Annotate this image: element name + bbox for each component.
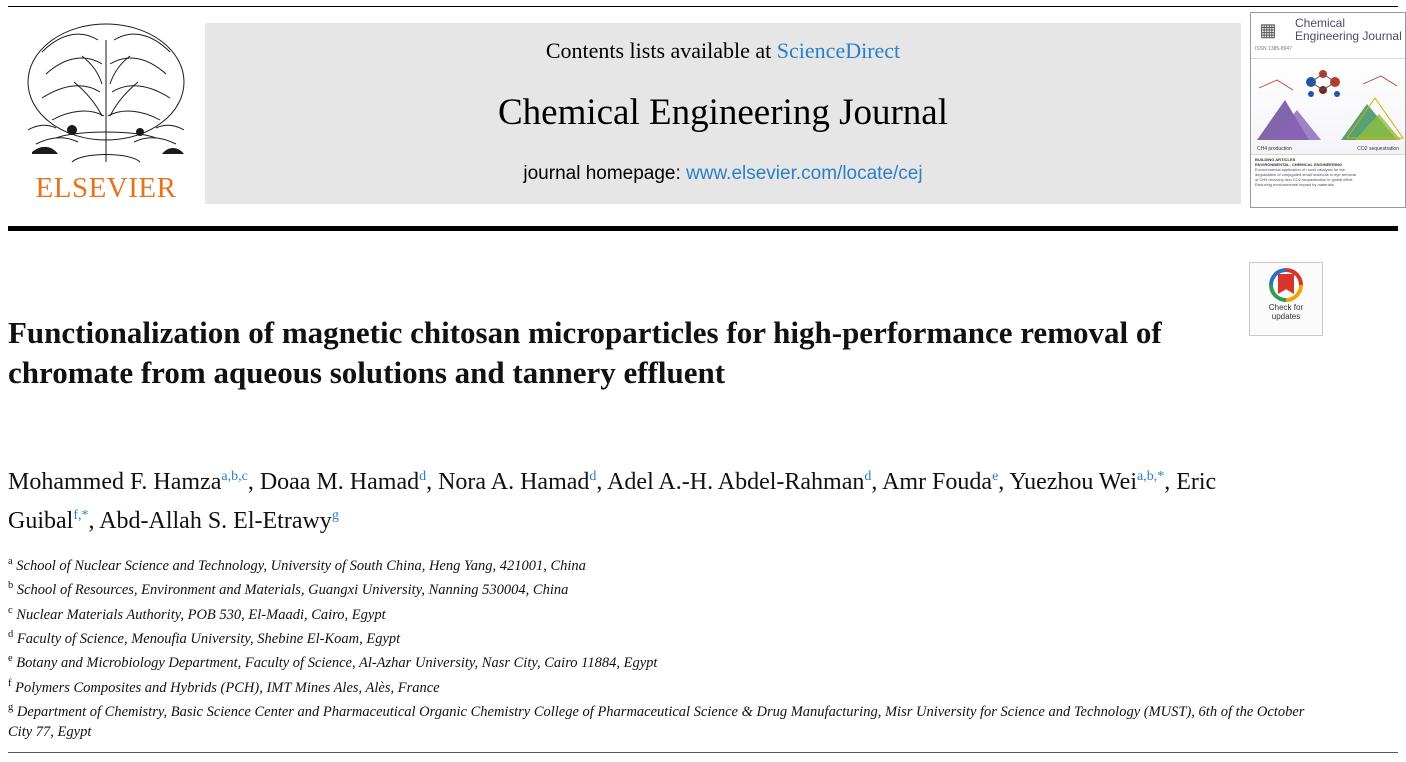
author-name: Nora A. Hamad (438, 469, 590, 495)
affiliation-d (8, 625, 1318, 649)
author-name: Eric Guibal (8, 469, 1217, 534)
author-affiliation-marks: g (331, 508, 339, 523)
journal-homepage-link[interactable]: www.elsevier.com/locate/cej (686, 163, 923, 184)
cover-publisher-icon: ▦ (1259, 20, 1277, 40)
affiliation-a (8, 552, 1318, 576)
top-divider (8, 6, 1398, 7)
elsevier-tree-icon (12, 12, 200, 174)
author-name: Amr Fouda (882, 469, 993, 495)
cover-journal-title: Chemical Engineering Journal (1295, 16, 1402, 43)
author-affiliation-marks: d (864, 469, 872, 484)
contents-line (205, 38, 1241, 64)
author-4 (882, 469, 998, 495)
affiliation-mark: c (8, 604, 13, 616)
author-affiliation-marks: a,b,* (1136, 469, 1165, 484)
article-title: Functionalization of magnetic chitosan microparticles for high-performance removal of chromate from aqueous solutions and tannery effluent (8, 314, 1162, 390)
cover-footer-line-3: degradation of conjugated small molecule in dye removal (1255, 172, 1356, 177)
author-name: Abd-Allah S. El-Etrawy (99, 508, 332, 534)
cover-captions (1251, 146, 1405, 152)
author-7 (99, 508, 339, 534)
cover-caption-right: CO2 sequestration (1357, 146, 1399, 152)
cover-footer-line-5: Reducing environmental impact by materials. (1255, 182, 1335, 187)
affiliation-text: School of Resources, Environment and Materials, Guangxi University, Nanning 530004, China (16, 582, 569, 599)
author-affiliation-marks: d (589, 469, 597, 484)
affiliation-e (8, 649, 1318, 673)
cover-artwork (1251, 60, 1405, 154)
check-for-updates-badge[interactable] (1249, 262, 1323, 336)
elsevier-logo (8, 12, 204, 204)
author-list: Mohammed F. Hamza$^{a,b,c}$, Doaa M. Hamad$^d$, Nora A. Hamad$^d$, Adel A.-H. Abdel-Rahman$^d$, Amr Fouda$^e$, Yuezhou Wei$^{a,b,*}$, Eric Guibal$^{f,*}$, Abd-Allah S. El-Etrawy$^g$ (8, 469, 1217, 534)
sciencedirect-link[interactable]: ScienceDirect (776, 38, 901, 63)
affiliation-text: Nuclear Materials Authority, POB 530, El-Maadi, Cairo, Egypt (16, 606, 386, 623)
affiliation-c (8, 601, 1318, 625)
cover-footer (1251, 154, 1405, 207)
crossmark-icon (1269, 268, 1303, 302)
affiliation-mark: g (8, 701, 14, 713)
affiliation-text: Department of Chemistry, Basic Science Center and Pharmaceutical Organic Chemistry College of Pharmaceutical Science & Drug Manufacturing, Misr University for Science and Technology (MUST), 6th of the October City 77, Egypt (8, 703, 1305, 741)
cover-topbar (1251, 13, 1405, 59)
author-affiliation-marks: a,b,c (221, 469, 248, 484)
cover-graphic-icon (1251, 60, 1405, 154)
author-2 (438, 469, 596, 495)
affiliation-mark: e (8, 653, 13, 665)
author-3 (607, 469, 871, 495)
author-name: Doaa M. Hamad (259, 469, 420, 495)
affiliation-text: Botany and Microbiology Department, Faculty of Science, Al-Azhar University, Nasr City, Cairo 11884, Egypt (16, 655, 658, 672)
affiliation-list (8, 552, 1318, 743)
author-name: Mohammed F. Hamza (8, 469, 222, 495)
author-5 (1009, 469, 1164, 495)
author-affiliation-marks: d (419, 469, 427, 484)
homepage-line (205, 163, 1241, 185)
affiliation-mark: d (8, 628, 14, 640)
author-affiliation-marks: e (992, 469, 999, 484)
affiliation-mark: a (8, 556, 13, 567)
cover-caption-left: CH4 production (1257, 146, 1292, 152)
affiliation-mark: f (8, 677, 12, 689)
affiliation-mark: b (8, 580, 14, 592)
contents-prefix: Contents lists available at (545, 38, 777, 63)
author-affiliation-marks: f,* (73, 508, 89, 523)
journal-banner (205, 23, 1241, 204)
affiliation-g (8, 698, 1318, 743)
affiliation-text: Polymers Composites and Hybrids (PCH), IMT Mines Ales, Alès, France (15, 679, 440, 696)
crossmark-label-line2: updates (1271, 312, 1301, 321)
author-name: Yuezhou Wei (1009, 469, 1137, 495)
crossmark-label-line1: Check for (1268, 303, 1304, 312)
affiliation-f (8, 674, 1318, 698)
author-0 (8, 469, 248, 495)
elsevier-wordmark: ELSEVIER (35, 172, 177, 204)
affiliation-b (8, 576, 1318, 600)
journal-header (8, 12, 1402, 204)
affiliation-text: School of Nuclear Science and Technology, University of South China, Heng Yang, 421001, China (16, 557, 586, 574)
cover-footer-line-4: of CH4 recovery and CO2 sequestration in global effort. (1255, 177, 1354, 182)
journal-title: Chemical Engineering Journal (497, 92, 949, 133)
homepage-prefix: journal homepage: (523, 163, 687, 184)
author-name: Adel A.-H. Abdel-Rahman (607, 469, 865, 495)
journal-cover-thumbnail (1250, 12, 1406, 208)
cover-footer-line-1: ENVIRONMENTAL, CHEMICAL ENGINEERING (1255, 162, 1342, 167)
affiliation-text: Faculty of Science, Menoufia University, Shebine El-Koam, Egypt (16, 630, 401, 647)
author-1 (260, 469, 426, 495)
cover-issn: ISSN 1385-8947 (1255, 46, 1292, 52)
header-divider (8, 226, 1398, 231)
cover-footer-line-2: Environmental application of novel catalysts for the (1255, 167, 1346, 172)
bottom-divider (8, 752, 1398, 753)
cover-footer-line-0: BUILDING ARTICLES (1255, 157, 1296, 162)
